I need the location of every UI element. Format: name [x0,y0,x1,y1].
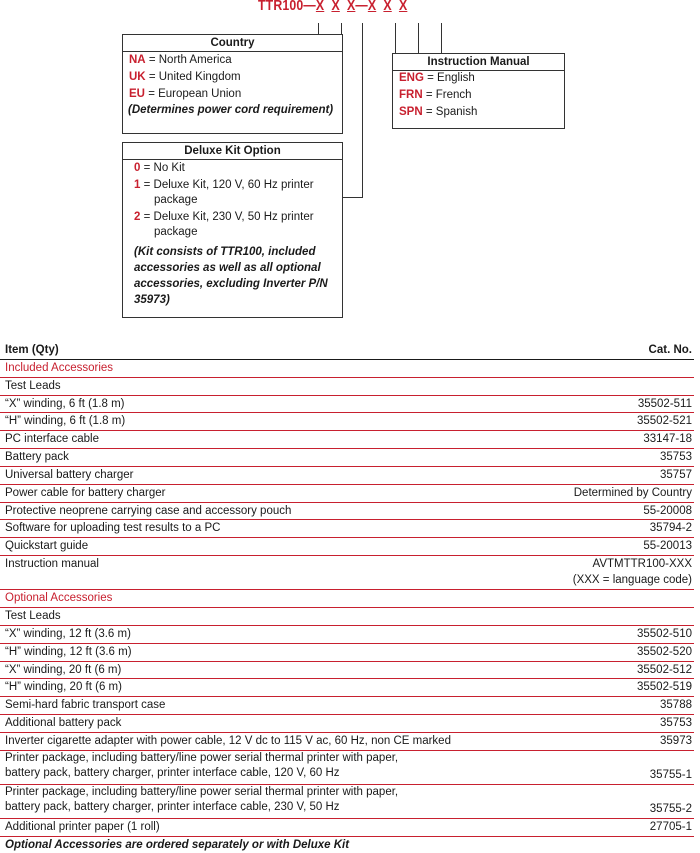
country-note: (Determines power cord requirement) [128,104,334,116]
table-row [0,378,694,396]
table-footnote: Optional Accessories are ordered separately or with Deluxe Kit [5,838,350,851]
row-cat: 35753 [660,451,692,464]
row-item: Software for uploading test results to a PC [5,522,221,535]
row-item: Semi-hard fabric transport case [5,699,166,712]
slot-country-2: X [331,0,340,14]
slot-manual-1: X [367,0,377,14]
table-row: Instruction manual AVTMTTR100-XXX (XXX = language code) [0,556,694,590]
row-item: “H” winding, 12 ft (3.6 m) [5,645,132,658]
accessories-table [0,342,694,853]
country-item: NA = North America [129,54,232,66]
table-row [0,626,694,644]
row-item: “H” winding, 6 ft (1.8 m) [5,415,126,428]
manual-title: Instruction Manual [393,54,564,71]
row-cat: 55-20008 [643,504,692,517]
row-cat: 35753 [660,717,692,730]
table-row [0,608,694,626]
table-row [0,644,694,662]
connector-line [342,197,363,198]
header-cat: Cat. No. [648,344,692,356]
row-cat: 35502-521 [637,415,692,428]
row-cat: 33147-18 [643,433,692,446]
table-header [0,342,694,360]
table-row [0,733,694,751]
row-item: PC interface cable [5,433,99,446]
table-row: Additional printer paper (1 roll) 27705-1 [0,819,694,837]
country-item: EU = European Union [129,88,242,100]
table-row [0,715,694,733]
country-item: UK = United Kingdom [129,71,241,83]
connector-line [395,23,396,53]
kit-note: (Kit consists of TTR100, included [134,246,316,258]
row-cat: 55-20013 [643,540,692,553]
deluxe-kit-title: Deluxe Kit Option [123,143,342,160]
row-item: “H” winding, 20 ft (6 m) [5,681,122,694]
kit-item: 2 = Deluxe Kit, 230 V, 50 Hz printer [134,211,314,223]
order-code: TTR100—X X X—X X X [258,0,407,14]
row-cat: 35794-2 [649,522,692,535]
table-row [0,431,694,449]
row-item: Inverter cigarette adapter with power cable, 12 V dc to 115 V ac, 60 Hz, non CE marked [5,734,451,747]
row-cat: 35502-511 [637,397,692,410]
slot-manual-2: X [383,0,392,14]
manual-item: ENG = English [399,72,475,84]
kit-note: accessories as well as all optional [134,262,321,274]
connector-line [362,23,363,198]
manual-item: SPN = Spanish [399,106,478,118]
row-cat: 35757 [660,468,692,481]
table-row: Printer package, including battery/line power serial thermal printer with paper, battery pack, battery charger, printer interface cable, 120 V, 60 Hz 35755-1 [0,751,694,785]
kit-item: 1 = Deluxe Kit, 120 V, 60 Hz printer [134,179,314,191]
table-row [0,662,694,680]
row-cat: 35502-510 [637,627,692,640]
table-row [0,396,694,414]
kit-item-cont: package [154,226,198,238]
section-title-optional: Optional Accessories [0,590,694,608]
row-item: “X” winding, 20 ft (6 m) [5,663,122,676]
table-row [0,679,694,697]
row-item: Protective neoprene carrying case and accessory pouch [5,504,292,517]
slot-manual-3: X [398,0,408,14]
table-row [0,503,694,521]
table-row [0,538,694,556]
table-row [0,413,694,431]
connector-line [418,23,419,53]
row-item: Battery pack [5,451,69,464]
row-item: “X” winding, 6 ft (1.8 m) [5,397,125,410]
row-cat: 35502-520 [637,645,692,658]
manual-box [392,53,565,129]
header-item: Item (Qty) [5,344,59,356]
row-cat: 35788 [660,699,692,712]
slot-country-1: X [315,0,325,14]
kit-item: 0 = No Kit [134,162,185,174]
table-row [0,485,694,503]
row-cat: 35502-519 [637,681,692,694]
row-item: Test Leads [5,609,61,622]
country-title: Country [123,35,342,52]
row-item: Quickstart guide [5,540,89,553]
table-row: Printer package, including battery/line power serial thermal printer with paper, battery pack, battery charger, printer interface cable, 230 V, 50 Hz 35755-2 [0,785,694,819]
table-row [0,467,694,485]
table-row [0,520,694,538]
row-item: Additional battery pack [5,717,122,730]
row-item: Universal battery charger [5,468,134,481]
connector-line [441,23,442,53]
section-title-included: Included Accessories [0,360,694,378]
kit-note: accessories, excluding Inverter P/N [134,278,328,290]
manual-item: FRN = French [399,89,472,101]
table-row [0,449,694,467]
row-item: “X” winding, 12 ft (3.6 m) [5,627,131,640]
row-item: Test Leads [5,379,61,392]
table-row [0,697,694,715]
deluxe-kit-box [122,142,343,318]
kit-item-cont: package [154,194,198,206]
row-item: Power cable for battery charger [5,486,166,499]
country-box [122,34,343,134]
row-cat: 35973 [660,734,692,747]
order-code-prefix: TTR100 [258,0,304,14]
row-cat: Determined by Country [573,486,692,499]
slot-kit: X [346,0,356,14]
row-cat: 35502-512 [637,663,692,676]
kit-note: 35973) [134,294,170,306]
